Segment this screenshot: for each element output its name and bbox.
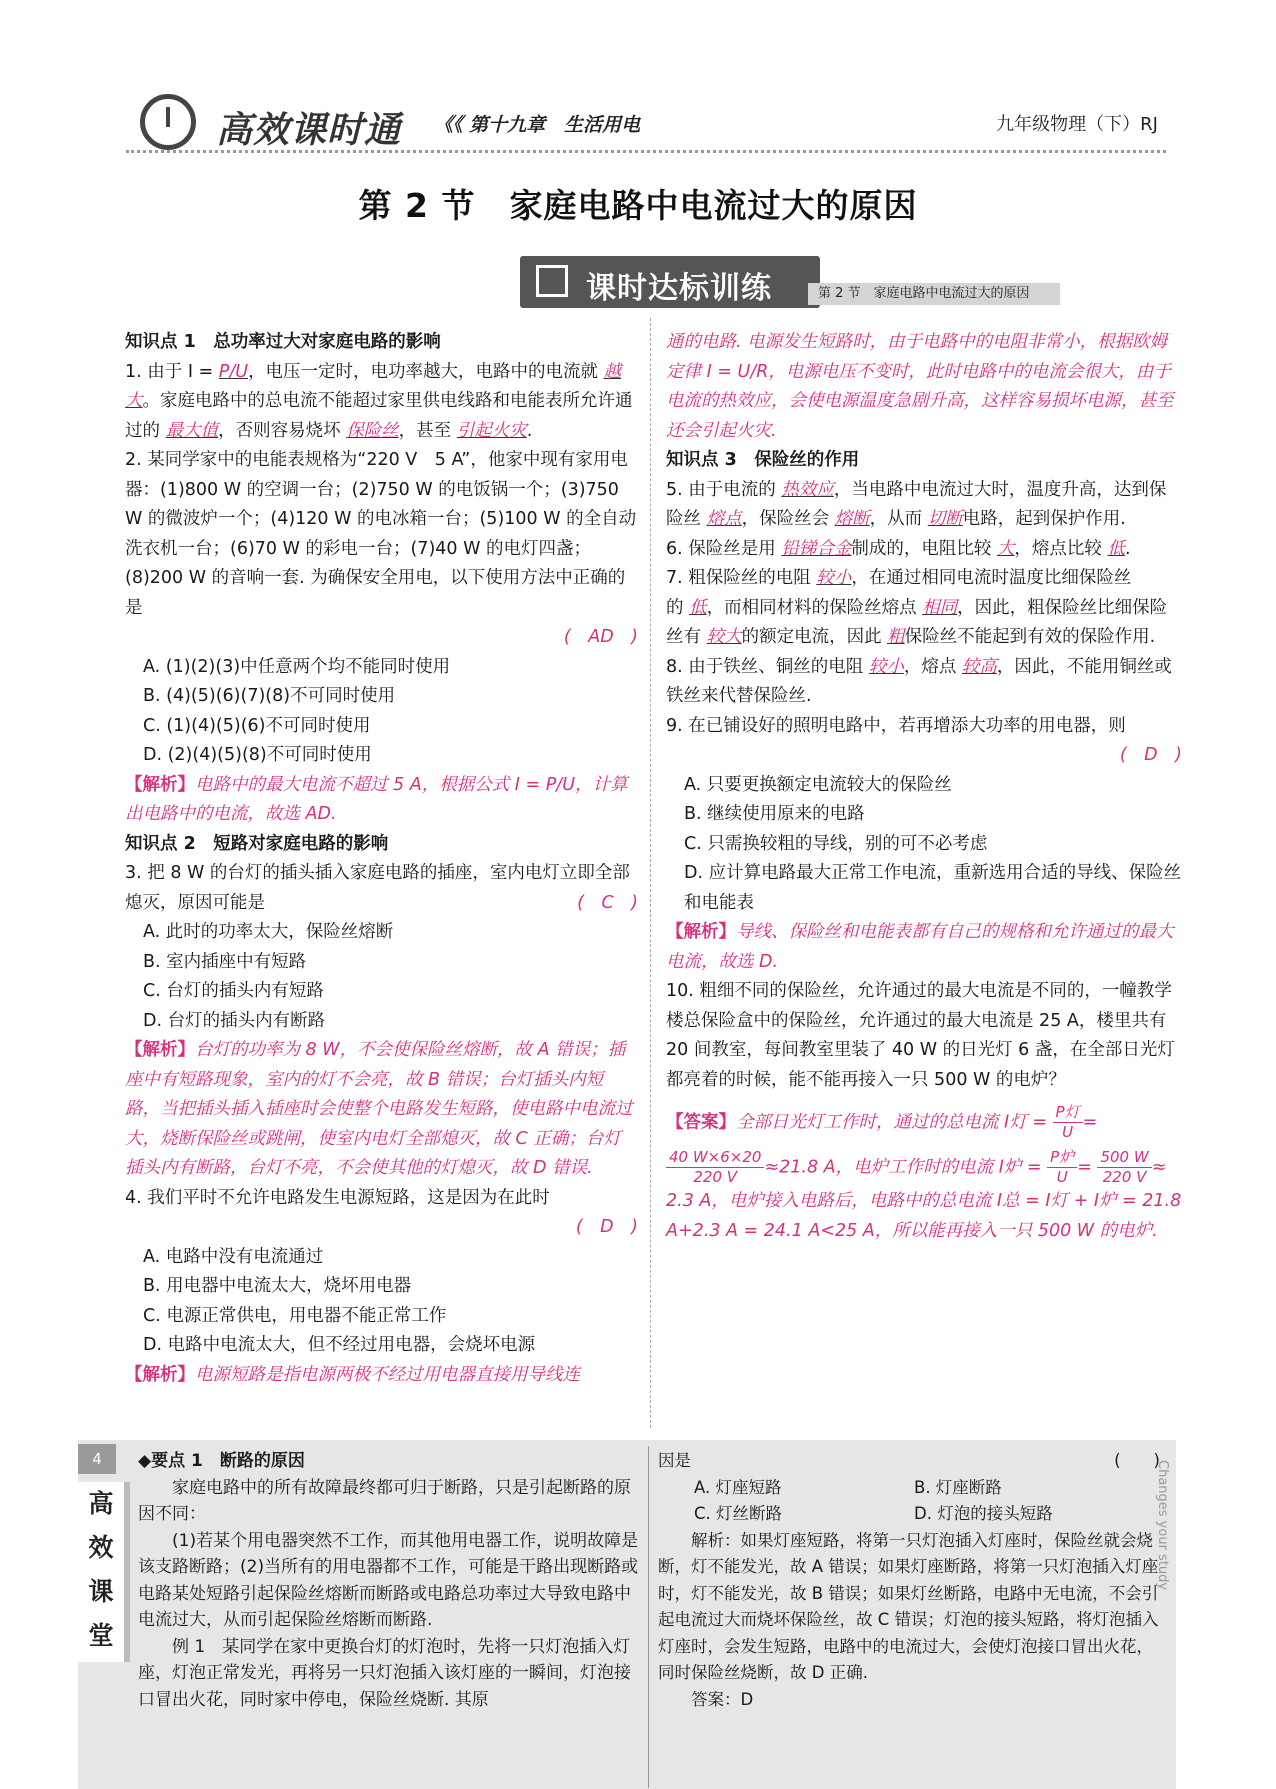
analysis: 解析：如果灯座短路，将第一只灯泡插入灯座时，保险丝就会烧断，灯不能发光，故 A 错误；如果灯座断路，将第一只灯泡插入灯座时，灯不能发光，故 B 错误；如果灯丝断路，电路中无电流，不会引起电流过大而烧坏保险丝，故 C 错误；灯泡的接头短路，将灯泡插入灯座时，会发生短路，电路中的电流过大，会使灯泡接口冒出火花，同时保险丝烧断，故 D 正确. (658, 1530, 1159, 1682)
option-d: D. 应计算电路最大正常工作电流，重新选用合适的导线、保险丝和电能表 (684, 863, 1182, 913)
page-number: 4 (78, 1444, 116, 1474)
option-d: D. 电路中电流太大，但不经过用电器，会烧坏电源 (143, 1335, 536, 1355)
option-b: B. 灯座断路 (914, 1477, 1002, 1497)
answer-10: 【答案】全部日光灯工作时，通过的总电流 I灯 = P灯 U = (666, 1103, 1098, 1141)
question-9: 9. 在已铺设好的照明电路中，若再增添大功率的用电器，则 (666, 715, 1126, 736)
fraction: P炉 U (1047, 1148, 1077, 1187)
section-banner (520, 256, 820, 308)
option-b: B. 室内插座中有短路 (143, 951, 307, 972)
header-divider (126, 150, 1166, 153)
knowledge-point-3: 知识点 3 保险丝的作用 (666, 450, 860, 470)
example-1-continued: 因是 ( ) (658, 1451, 1160, 1470)
options-row (658, 1475, 1160, 1502)
question-4-answer: ( D ) (575, 1217, 638, 1237)
analysis-4-continued: 通的电路. 电源发生短路时，由于电路中的电阻非常小，根据欧姆定律 I = U/R，电源电压不变时，此时电路中的电流会很大，由于电流的热效应，会使电源温度急剧升高，这样容易损坏电源，甚至还会引起火灾. (666, 332, 1174, 441)
question-3: 3. 把 8 W 的台灯的插头插入家庭电路的插座，室内电灯立即全部熄灭，原因可能是 (125, 863, 630, 913)
brand-logo (128, 92, 428, 154)
bottom-divider (648, 1446, 649, 1788)
bottom-left-column (138, 1448, 640, 1713)
page-title: 第 2 节 家庭电路中电流过大的原因 (358, 186, 918, 225)
option-a: A. (1)(2)(3)中任意两个均不能同时使用 (143, 656, 451, 677)
side-char: 效 (88, 1533, 114, 1562)
question-10: 10. 粗细不同的保险丝，允许通过的最大电流是不同的，一幢教学楼总保险盒中的保险丝，允许通过的最大电流是 25 A，楼里共有 20 间教室，每间教室里装了 40 W 的日光灯 6 盏，在全部日光灯都亮着的时候，能不能再接入一只 500 W 的电炉？ (666, 981, 1175, 1090)
fraction: $\frac{500 W}{220 V}$ (1097, 1148, 1151, 1187)
alarm-clock-icon (140, 94, 196, 150)
analysis-9: 【解析】导线、保险丝和电能表都有自己的规格和允许通过的最大电流，故选 D. (666, 922, 1174, 972)
option-d: D. 台灯的插头内有断路 (143, 1010, 326, 1031)
side-tag (78, 1482, 130, 1662)
question-3-answer: ( C ) (577, 892, 638, 913)
question-9-answer: ( D ) (1119, 745, 1182, 765)
chapter-title: 《《 第十九章 生活用电 (434, 114, 641, 136)
banner-subtitle: 第 2 节 家庭电路中电流过大的原因 (808, 283, 1060, 305)
key-point-1: ◆要点 1 断路的原因 (138, 1451, 305, 1471)
knowledge-point-1: 知识点 1 总功率过大对家庭电路的影响 (125, 332, 441, 352)
option-c: C. 台灯的插头内有短路 (143, 981, 324, 1001)
question-6: 6. 保险丝是用 铅锑合金制成的，电阻比较 大，熔点比较 低. (666, 538, 1131, 559)
paragraph: (1)若某个用电器突然不工作，而其他用电器工作，说明故障是该支路断路；(2)当所有的用电器都不工作，可能是干路出现断路或电路某处短路引起保险丝熔断而断路或电路总功率过大导致电路中电流过大，从而引起保险丝熔断而断路. (138, 1530, 639, 1630)
options-row (658, 1501, 1160, 1528)
side-char: 高 (88, 1489, 114, 1518)
example-1: 例 1 某同学在家中更换台灯的灯泡时，先将一只灯泡插入灯座，灯泡正常发光，再将另一只灯泡插入该灯座的一瞬间，灯泡接口冒出火花，同时家中停电，保险丝烧断. 其原 (138, 1636, 631, 1710)
option-b: B. 继续使用原来的电路 (684, 804, 865, 824)
option-c: C. (1)(4)(5)(6)不可同时使用 (143, 715, 371, 736)
option-b: B. (4)(5)(6)(7)(8)不可同时使用 (143, 686, 396, 706)
answer-10-line-2: $\frac{40 W\times 6\times 20}{220 V}$ ≈21.8 A，电炉工作时的电流 I炉 = P炉 U = $\frac{500 W}{220 V}$ ≈ (666, 1148, 1182, 1187)
column-divider (650, 318, 651, 1428)
question-8: 8. 由于铁丝、铜丝的电阻 较小，熔点 较高，因此，不能用铜丝或铁丝来代替保险丝. (666, 656, 1172, 706)
banner-label: 课时达标训练 (586, 271, 772, 306)
analysis-2: 【解析】电路中的最大电流不超过 5 A，根据公式 I = P/U，计算出电路中的电流，故选 AD. (125, 774, 628, 824)
option-c: C. 只需换较粗的导线，别的可不必考虑 (684, 833, 988, 854)
bottom-right-column (658, 1448, 1160, 1713)
question-5: 5. 由于电流的 热效应，当电路中电流过大时，温度升高，达到保险丝 熔点，保险丝会 熔断，从而 切断电路，起到保护作用. (666, 479, 1167, 529)
option-b: B. 用电器中电流太大，烧坏用电器 (143, 1276, 412, 1296)
option-a: A. 灯座短路 (694, 1477, 782, 1497)
answer-10-line-3: 2.3 A，电炉接入电路后，电路中的总电流 I总 = I灯 + I炉 = 21.8 A+2.3 A = 24.1 A<25 A，所以能再接入一只 500 W 的电炉. (666, 1191, 1182, 1241)
option-a: A. 此时的功率太大，保险丝熔断 (143, 922, 394, 942)
rotated-slogan: Changes your study (1155, 1460, 1170, 1591)
question-7: 7. 粗保险丝的电阻 较小，在通过相同电流时温度比细保险丝的 低，而相同材料的保险丝熔点 相同，因此，粗保险丝比细保险丝有 较大的额定电流，因此 粗保险丝不能起到有效的保险作用. (666, 568, 1168, 647)
option-a: A. 只要更换额定电流较大的保险丝 (684, 774, 952, 795)
right-column (666, 328, 1182, 1246)
question-2: 2. 某同学家中的电能表规格为“220 V 5 A”，他家中现有家用电器：(1)800 W 的空调一台；(2)750 W 的电饭锅一个；(3)750 W 的微波炉一个；(4)120 W 的电冰箱一台；(5)100 W 的全自动洗衣机一台；(6)70 W 的彩电一台；(7)40 W 的电灯四盏；(8)200 W 的音响一套. 为确保安全用电，以下使用方法中正确的是 (125, 450, 637, 618)
option-c: C. 电源正常供电，用电器不能正常工作 (143, 1305, 447, 1326)
analysis-4: 【解析】电源短路是指电源两极不经过用电器直接用导线连 (125, 1364, 580, 1385)
analysis-3: 【解析】台灯的功率为 8 W，不会使保险丝熔断，故 A 错误；插座中有短路现象，室内的灯不会亮，故 B 错误；台灯插头内短路，当把插头插入插座时会使整个电路发生短路，使电路中电流过大，烧断保险丝或跳闸，使室内电灯全部熄灭，故 C 正确；台灯插头内有断路，台灯不亮，不会使其他的灯熄灭，故 D 错误. (125, 1040, 633, 1178)
option-a: A. 电路中没有电流通过 (143, 1246, 324, 1267)
knowledge-point-2: 知识点 2 短路对家庭电路的影响 (125, 833, 389, 854)
answer: 答案：D (691, 1689, 754, 1709)
side-char: 课 (88, 1577, 114, 1606)
option-d: D. (2)(4)(5)(8)不可同时使用 (143, 745, 372, 765)
grade-label: 九年级物理（下）RJ (996, 114, 1158, 135)
side-char: 堂 (88, 1621, 114, 1650)
option-d: D. 灯泡的接头短路 (914, 1504, 1053, 1523)
option-c: C. 灯丝断路 (694, 1504, 783, 1523)
fraction: P灯 U (1053, 1103, 1083, 1142)
question-2-answer: ( AD ) (563, 627, 638, 647)
question-1: 1. 由于 I = P/U，电压一定时，电功率越大，电路中的电流就 越大。家庭电路中的总电流不能超过家里供电线路和电能表所允许通过的 最大值，否则容易烧坏 保险丝，甚至 引起火灾. (125, 361, 633, 441)
brand-name: 高效课时通 (216, 110, 402, 151)
question-4: 4. 我们平时不允许电路发生电源短路，这是因为在此时 (125, 1187, 550, 1208)
fraction: $\frac{40 W\times 6\times 20}{220 V}$ (666, 1148, 764, 1187)
paragraph: 家庭电路中的所有故障最终都可归于断路，只是引起断路的原因不同： (138, 1477, 631, 1524)
pencil-icon (536, 265, 568, 297)
left-column (125, 328, 638, 1390)
